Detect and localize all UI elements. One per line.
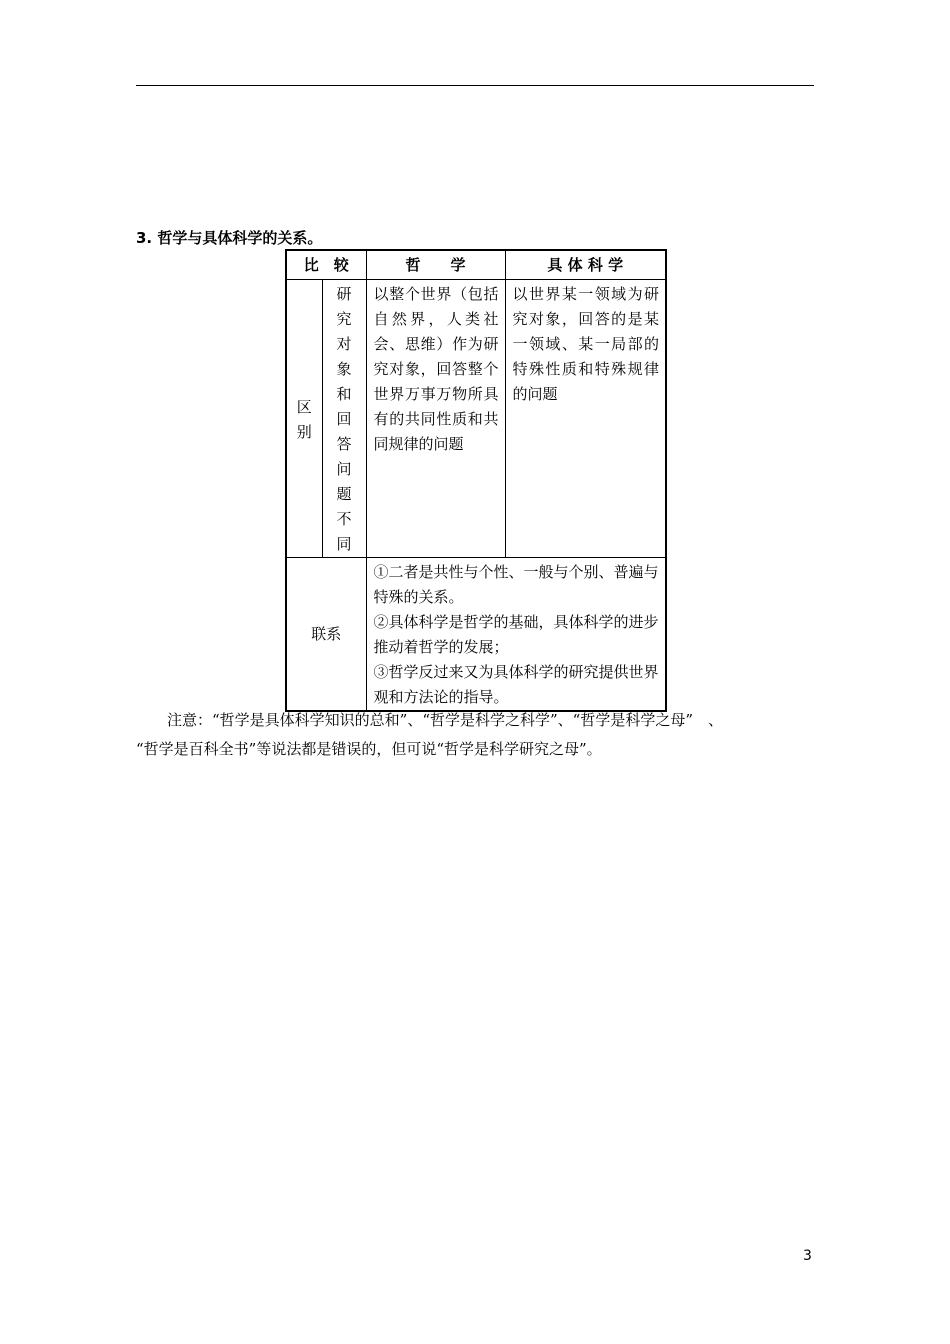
connection-row	[286, 558, 666, 712]
difference-row	[286, 280, 666, 558]
connection-cell	[366, 558, 666, 712]
note-paragraph	[136, 706, 826, 764]
difference-sublabel-cell	[322, 280, 366, 558]
difference-sublabel: 研究对象和回答问题不同	[336, 285, 352, 553]
header-compare: 比 较	[286, 250, 366, 280]
header-science: 具 体 科 学	[505, 250, 666, 280]
header-rule	[136, 85, 814, 86]
note-line-2: “哲学是百科全书”等说法都是错误的，但可说“哲学是科学研究之母”。	[136, 740, 602, 758]
difference-philosophy-cell: 以整个世界（包括自然界，人类社会、思维）作为研究对象，回答整个世界万事万物所具有的共同性质和共同规律的问题	[366, 280, 505, 558]
difference-label-cell	[286, 280, 322, 558]
connection-item: ③哲学反过来又为具体科学的研究提供世界观和方法论的指导。	[373, 663, 659, 706]
connection-item: ①二者是共性与个性、一般与个别、普遍与特殊的关系。	[373, 563, 659, 606]
page-number: 3	[803, 1248, 812, 1264]
section-heading: 3. 哲学与具体科学的关系。	[136, 229, 323, 247]
comparison-table	[285, 249, 667, 712]
header-philosophy: 哲 学	[366, 250, 505, 280]
difference-label: 区别	[296, 397, 312, 441]
table-header-row	[286, 250, 666, 280]
connection-label: 联系	[286, 558, 366, 712]
note-line-1: 注意：“哲学是具体科学知识的总和”、“哲学是科学之科学”、“哲学是科学之母” 、	[167, 711, 724, 729]
connection-item: ②具体科学是哲学的基础，具体科学的进步推动着哲学的发展；	[373, 613, 659, 656]
difference-science-cell: 以世界某一领域为研究对象，回答的是某一领域、某一局部的特殊性质和特殊规律的问题	[505, 280, 666, 558]
